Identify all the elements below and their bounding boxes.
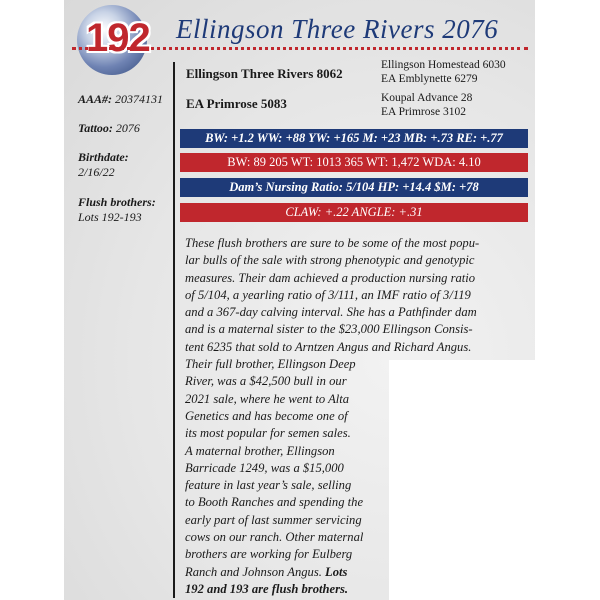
description-line: tent 6235 that sold to Arntzen Angus and Richard Angus. xyxy=(185,339,472,354)
aaa-number xyxy=(78,92,163,107)
description-line: Genetics and has become one of xyxy=(185,408,348,423)
description-line: feature in last year’s sale, selling xyxy=(185,478,352,493)
description-line: A maternal brother, Ellingson xyxy=(185,443,335,458)
aaa-label: AAA#: xyxy=(78,92,113,106)
description-line: cows on our ranch. Other maternal xyxy=(185,530,364,545)
tattoo xyxy=(78,121,140,136)
description-line: Barricade 1249, was a $15,000 xyxy=(185,460,344,475)
sire-sire: Ellingson Homestead 6030 xyxy=(381,59,506,71)
aaa-value: 20374131 xyxy=(115,92,164,106)
birthdate-value: 2/16/22 xyxy=(78,165,115,179)
description-line: River, was a $42,500 bull in our xyxy=(185,374,347,389)
lot-number: 192 xyxy=(86,16,150,60)
claw-angle-bar: CLAW: +.22 ANGLE: +.31 xyxy=(180,203,528,222)
birthdate xyxy=(78,150,129,180)
description-line: These flush brothers are sure to be some of the most popu- xyxy=(185,236,480,250)
description xyxy=(185,235,479,598)
description-line: early part of last summer servicing xyxy=(185,512,362,527)
description-line: and is a maternal sister to the $23,000 Ellingson Consis- xyxy=(185,322,473,337)
description-line-last xyxy=(185,564,479,581)
vertical-divider xyxy=(173,62,175,598)
flush-brothers xyxy=(78,195,156,225)
closing-bold-line: 192 and 193 are flush brothers. xyxy=(185,581,349,596)
page-title: Ellingson Three Rivers 2076 xyxy=(176,14,499,44)
description-line: and a 367-day calving interval. She has a Pathfinder dam xyxy=(185,305,477,320)
flush-label: Flush brothers: xyxy=(78,195,156,209)
flush-value: Lots 192-193 xyxy=(78,210,142,224)
description-line: 2021 sale, where he went to Alta xyxy=(185,391,350,406)
description-line: lar bulls of the sale with strong phenotypic and genotypic xyxy=(185,253,475,268)
sire-dam: EA Emblynette 6279 xyxy=(381,73,478,85)
actual-weights-bar: BW: 89 205 WT: 1013 365 WT: 1,472 WDA: 4.10 xyxy=(180,153,528,172)
tattoo-value: 2076 xyxy=(115,121,140,135)
description-line: of 5/104, a yearling ratio of 3/111, an IMF ratio of 3/119 xyxy=(185,287,471,302)
description-line-text: Ranch and Johnson Angus. xyxy=(185,564,322,579)
description-line: Their full brother, Ellingson Deep xyxy=(185,357,356,372)
sire-name: Ellingson Three Rivers 8062 xyxy=(186,66,343,81)
dam-ratio-bar: Dam’s Nursing Ratio: 5/104 HP: +14.4 $M: +78 xyxy=(180,178,528,197)
closing-bold-lots: Lots xyxy=(325,564,348,579)
dotted-divider xyxy=(72,47,528,50)
dam-name: EA Primrose 5083 xyxy=(186,96,287,111)
dam-dam: EA Primrose 3102 xyxy=(381,106,466,118)
dam-sire: Koupal Advance 28 xyxy=(381,92,473,104)
epd-bar: BW: +1.2 WW: +88 YW: +165 M: +23 MB: +.73 RE: +.77 xyxy=(180,129,528,148)
description-line: its most popular for semen sales. xyxy=(185,426,351,441)
birthdate-label: Birthdate: xyxy=(78,150,129,164)
description-line: brothers are working for Eulberg xyxy=(185,547,353,562)
description-line: to Booth Ranches and spending the xyxy=(185,495,364,510)
description-line: measures. Their dam achieved a production nursing ratio xyxy=(185,270,476,285)
tattoo-label: Tattoo: xyxy=(78,121,113,135)
